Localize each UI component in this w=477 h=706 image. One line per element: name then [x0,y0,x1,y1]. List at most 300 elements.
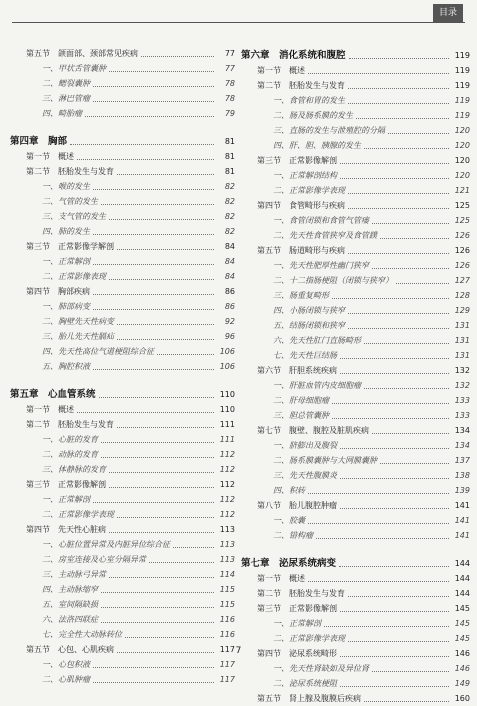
toc-item[interactable] [241,288,470,303]
toc-section[interactable] [241,601,470,616]
toc-page-number: 82 [224,212,235,221]
toc-item[interactable] [10,106,235,121]
toc-page-number: 131 [454,321,470,330]
toc-title: 二、鳃裂囊肿 [42,79,90,88]
toc-page-number: 119 [454,111,470,120]
toc-section[interactable] [241,498,470,513]
running-header-label: 目录 [433,4,463,22]
dot-leader [372,268,449,269]
dot-leader [117,249,214,250]
toc-page-number: 131 [454,336,470,345]
dot-leader [109,279,214,280]
toc-item[interactable] [10,224,235,239]
toc-item[interactable] [10,61,235,76]
toc-title: 一、喉的发生 [42,182,90,191]
toc-item[interactable] [241,453,470,468]
toc-item[interactable] [241,676,470,691]
toc-title: 三、直肠的发生与泄殖腔的分隔 [273,126,385,135]
toc-title: 四、畸胎瘤 [42,109,82,118]
toc-title: 一、正常解剖 [42,257,90,266]
dot-leader [348,193,449,194]
toc-title: 第一节 概述 [257,574,305,583]
dot-leader [109,219,214,220]
toc-title: 二、错构瘤 [273,531,313,540]
toc-section[interactable] [241,63,470,78]
toc-title: 四、肺的发生 [42,227,90,236]
dot-leader [93,189,214,190]
dot-leader [388,133,449,134]
toc-page-number: 112 [219,510,235,519]
toc-title: 一、肺部病变 [42,302,90,311]
toc-title: 一、心脏位置异常及内脏异位综合征 [42,540,170,549]
dot-leader [93,682,214,683]
toc-title: 二、十二指肠梗阻（闭锁与狭窄） [273,276,393,285]
toc-title: 四、小肠闭锁与狭窄 [273,306,345,315]
toc-item[interactable] [241,258,470,273]
toc-item[interactable] [10,359,235,374]
toc-section[interactable] [241,423,470,438]
toc-title: 七、完全性大动脉转位 [42,630,122,639]
dot-leader [348,253,449,254]
toc-title: 第二节 胚胎发生与发育 [26,167,114,176]
toc-title: 二、肠系膜囊肿与大网膜囊肿 [273,456,377,465]
dot-leader [101,442,214,443]
toc-title: 三、体静脉的发育 [42,465,106,474]
toc-section[interactable] [10,477,235,492]
toc-item[interactable] [10,582,235,597]
toc-item[interactable] [241,616,470,631]
toc-item[interactable] [241,138,470,153]
spacer [10,121,235,132]
toc-title: 第四章 胸部 [10,136,68,147]
toc-item[interactable] [10,492,235,507]
toc-section[interactable] [10,284,235,299]
toc-title: 一、甲状舌管囊肿 [42,64,106,73]
toc-title: 二、先天性食管狭窄及食管蹼 [273,231,377,240]
toc-item[interactable] [10,209,235,224]
toc-item[interactable] [10,269,235,284]
toc-title: 三、肠重复畸形 [273,291,329,300]
toc-page-number: 77 [224,49,235,58]
toc-title: 第五节 心包、心肌疾病 [26,645,114,654]
toc-page-number: 149 [454,679,470,688]
toc-title: 一、正常解剖 [42,495,90,504]
toc-page-number: 145 [454,619,470,628]
toc-section[interactable] [241,586,470,601]
dot-leader [101,622,214,623]
toc-page-number: 116 [219,630,235,639]
toc-item[interactable] [241,378,470,393]
toc-item[interactable] [241,123,470,138]
toc-page-number: 110 [219,390,235,399]
toc-title: 四、积转 [273,486,305,495]
dot-leader [348,641,449,642]
toc-item[interactable] [241,528,470,543]
toc-page-number: 111 [219,420,235,429]
toc-page-number: 121 [454,186,470,195]
page-number: 7 [235,646,242,656]
toc-page-number: 128 [454,291,470,300]
toc-title: 一、先天性肾缺如及异位肾 [273,664,369,673]
dot-leader [117,174,214,175]
toc-section[interactable] [10,149,235,164]
toc-page-number: 145 [454,634,470,643]
toc-page-number: 84 [224,242,235,251]
dot-leader [93,101,214,102]
toc-item[interactable] [241,438,470,453]
toc-title: 二、气管的发生 [42,197,98,206]
toc-title: 一、心包积液 [42,660,90,669]
toc-page-number: 81 [224,152,235,161]
toc-item[interactable] [10,507,235,522]
toc-page-number: 134 [454,426,470,435]
toc-page-number: 144 [454,574,470,583]
toc-title: 三、胎儿先天性膈疝 [42,332,114,341]
toc-title: 第二节 胚胎发生与发育 [257,589,345,598]
toc-page-number: 119 [454,66,470,75]
header-rule [12,22,465,23]
dot-leader [93,264,214,265]
toc-item[interactable] [241,408,470,423]
dot-leader [340,686,449,687]
toc-title: 第四节 胸部疾病 [26,287,90,296]
toc-item[interactable] [10,612,235,627]
toc-page-number: 126 [454,246,470,255]
dot-leader [93,86,214,87]
toc-page-number: 120 [454,156,470,165]
dot-leader [308,581,449,582]
dot-leader [332,403,449,404]
toc-page-number: 116 [219,615,235,624]
toc-page-number: 126 [454,261,470,270]
dot-leader [340,373,449,374]
toc-title: 第一节 概述 [257,66,305,75]
toc-section[interactable] [10,522,235,537]
toc-title: 第六节 肝胆系统疾病 [257,366,337,375]
toc-item[interactable] [10,91,235,106]
toc-title: 第三节 正常影像学解剖 [26,242,114,251]
dot-leader [340,611,449,612]
toc-section[interactable] [241,78,470,93]
dot-leader [364,388,449,389]
toc-title: 第二节 胚胎发生与发育 [257,81,345,90]
toc-item[interactable] [241,631,470,646]
toc-page-number: 133 [454,411,470,420]
toc-page-number: 112 [219,480,235,489]
toc-right-column [241,46,470,706]
toc-item[interactable] [241,273,470,288]
toc-item[interactable] [10,76,235,91]
toc-title: 三、支气管的发生 [42,212,106,221]
dot-leader [101,592,214,593]
toc-page-number: 160 [454,694,470,703]
toc-item[interactable] [241,318,470,333]
toc-item[interactable] [10,299,235,314]
toc-page-number: 82 [224,197,235,206]
toc-title: 一、正常解剖结构 [273,171,337,180]
toc-title: 四、主动脉缩窄 [42,585,98,594]
toc-page-number: 117 [219,645,235,654]
toc-item[interactable] [10,329,235,344]
toc-page-number: 131 [454,351,470,360]
toc-item[interactable] [10,537,235,552]
dot-leader [340,508,449,509]
toc-page-number: 146 [454,649,470,658]
dot-leader [324,626,449,627]
dot-leader [70,144,214,145]
dot-leader [101,204,214,205]
dot-leader [173,547,214,548]
toc-page-number: 141 [454,516,470,525]
toc-item[interactable] [241,183,470,198]
toc-title: 一、正常解剖 [273,619,321,628]
toc-page-number: 113 [219,540,235,549]
toc-title: 六、先天性肛门直肠畸形 [273,336,361,345]
toc-chapter[interactable] [10,385,235,402]
toc-title: 二、正常影像学表现 [273,186,345,195]
toc-item[interactable] [241,468,470,483]
toc-page-number: 125 [454,216,470,225]
toc-item[interactable] [10,194,235,209]
toc-title: 第五节 颌面部、颈部常见疾病 [26,49,138,58]
dot-leader [117,324,214,325]
toc-page-number: 79 [224,109,235,118]
toc-item[interactable] [10,462,235,477]
dot-leader [157,354,214,355]
dot-leader [340,478,449,479]
toc-item[interactable] [10,597,235,612]
toc-page-number: 77 [224,64,235,73]
dot-leader [141,56,214,57]
toc-page-number: 120 [454,171,470,180]
toc-section[interactable] [241,243,470,258]
toc-item[interactable] [10,672,235,687]
toc-title: 三、先天性腹膜炎 [273,471,337,480]
dot-leader [125,637,214,638]
toc-title: 二、胸壁先天性病变 [42,317,114,326]
toc-page-number: 145 [454,604,470,613]
dot-leader [348,328,449,329]
toc-left-column [10,46,235,687]
toc-title: 第七章 泌尿系统病变 [241,558,337,569]
dot-leader [93,234,214,235]
toc-page-number: 119 [454,51,470,60]
toc-section[interactable] [241,198,470,213]
toc-title: 一、胶囊 [273,516,305,525]
toc-title: 五、结肠闭锁和狭窄 [273,321,345,330]
toc-page-number: 81 [224,137,235,146]
toc-page-number: 82 [224,182,235,191]
toc-title: 第三节 正常影像解剖 [257,156,337,165]
toc-page-number: 120 [454,126,470,135]
dot-leader [348,208,449,209]
toc-page-number: 133 [454,396,470,405]
toc-title: 六、法洛四联症 [42,615,98,624]
toc-title: 第一节 概述 [26,405,74,414]
toc-item[interactable] [241,108,470,123]
toc-title: 二、肠及肠系膜的发生 [273,111,353,120]
toc-item[interactable] [241,513,470,528]
toc-item[interactable] [10,344,235,359]
toc-title: 二、肝母细胞瘤 [273,396,329,405]
toc-section[interactable] [241,153,470,168]
toc-page-number: 129 [454,306,470,315]
toc-title: 三、胆总管囊肿 [273,411,329,420]
toc-item[interactable] [241,661,470,676]
toc-page-number: 112 [219,465,235,474]
toc-title: 二、心肌肿瘤 [42,675,90,684]
toc-title: 三、主动脉弓异常 [42,570,106,579]
dot-leader [340,448,449,449]
toc-item[interactable] [10,432,235,447]
toc-page-number: 132 [454,381,470,390]
dot-leader [109,472,214,473]
toc-title: 七、先天性巨结肠 [273,351,337,360]
toc-page-number: 117 [219,660,235,669]
dot-leader [93,369,214,370]
toc-item[interactable] [10,627,235,642]
dot-leader [372,223,449,224]
toc-chapter[interactable] [10,132,235,149]
dot-leader [348,313,449,314]
toc-item[interactable] [241,348,470,363]
toc-page-number: 81 [224,167,235,176]
toc-page-number: 114 [219,570,235,579]
toc-section[interactable] [241,571,470,586]
dot-leader [340,163,449,164]
dot-leader [85,116,214,117]
toc-title: 二、泌尿系统梗阻 [273,679,337,688]
toc-page-number: 86 [224,287,235,296]
toc-page-number: 125 [454,201,470,210]
dot-leader [77,412,214,413]
toc-page-number: 111 [219,435,235,444]
toc-section[interactable] [10,239,235,254]
toc-page-number: 113 [219,525,235,534]
toc-title: 四、肝、胆、胰腺的发生 [273,141,361,150]
dot-leader [332,418,449,419]
toc-page-number: 106 [219,362,235,371]
dot-leader [308,73,449,74]
toc-page-number: 126 [454,231,470,240]
toc-title: 第四节 食管畸形与疾病 [257,201,345,210]
toc-page-number: 78 [224,79,235,88]
toc-item[interactable] [10,179,235,194]
dot-leader [93,667,214,668]
toc-item[interactable] [241,333,470,348]
dot-leader [308,523,449,524]
dot-leader [117,517,214,518]
dot-leader [316,538,449,539]
dot-leader [396,283,449,284]
toc-page-number: 120 [454,141,470,150]
toc-title: 一、心脏的发育 [42,435,98,444]
toc-section[interactable] [10,164,235,179]
toc-page-number: 106 [219,347,235,356]
dot-leader [101,607,214,608]
toc-title: 第二节 胚胎发生与发育 [26,420,114,429]
toc-title: 五、室间隔缺损 [42,600,98,609]
toc-title: 一、食管和胃的发生 [273,96,345,105]
toc-item[interactable] [10,314,235,329]
toc-item[interactable] [241,213,470,228]
toc-title: 第三节 正常影像解剖 [257,604,337,613]
dot-leader [349,58,449,59]
toc-section[interactable] [10,46,235,61]
toc-item[interactable] [10,567,235,582]
toc-item[interactable] [10,254,235,269]
dot-leader [339,566,449,567]
dot-leader [364,701,449,702]
dot-leader [340,358,449,359]
toc-item[interactable] [241,93,470,108]
dot-leader [109,71,214,72]
dot-leader [348,103,449,104]
toc-page-number: 144 [454,589,470,598]
dot-leader [372,433,449,434]
toc-title: 第七节 腹壁、腹腔及脏肌疾病 [257,426,369,435]
toc-page-number: 96 [224,332,235,341]
toc-item[interactable] [241,168,470,183]
toc-item[interactable] [241,483,470,498]
dot-leader [117,427,214,428]
toc-section[interactable] [10,417,235,432]
toc-title: 二、正常影像学表现 [42,510,114,519]
toc-title: 第五节 肾上腺及腹膜后疾病 [257,694,361,703]
toc-page-number: 112 [219,450,235,459]
toc-item[interactable] [10,447,235,462]
toc-section[interactable] [10,402,235,417]
dot-leader [340,656,449,657]
toc-item[interactable] [241,303,470,318]
toc-item[interactable] [241,393,470,408]
toc-page-number: 137 [454,456,470,465]
dot-leader [93,502,214,503]
toc-page-number: 119 [454,81,470,90]
toc-item[interactable] [241,228,470,243]
toc-page-number: 138 [454,471,470,480]
dot-leader [109,532,214,533]
toc-title: 五、胸腔积液 [42,362,90,371]
dot-leader [380,238,449,239]
toc-page-number: 132 [454,366,470,375]
toc-section[interactable] [241,691,470,706]
toc-title: 第四节 先天性心脏病 [26,525,106,534]
toc-chapter[interactable] [241,554,470,571]
toc-title: 第五节 肠道畸形与疾病 [257,246,345,255]
dot-leader [93,294,214,295]
toc-title: 二、动脉的发育 [42,450,98,459]
toc-chapter[interactable] [241,46,470,63]
toc-title: 一、先天性肥厚性幽门狭窄 [273,261,369,270]
toc-title: 第四节 泌尿系统畸形 [257,649,337,658]
toc-page-number: 84 [224,272,235,281]
toc-page-number: 119 [454,96,470,105]
dot-leader [348,596,449,597]
toc-page-number: 146 [454,664,470,673]
toc-title: 二、房室连接及心室分隔异常 [42,555,146,564]
toc-page-number: 78 [224,94,235,103]
toc-item[interactable] [10,657,235,672]
toc-title: 第五章 心血管系统 [10,389,96,400]
toc-title: 二、正常影像表现 [42,272,106,281]
toc-item[interactable] [10,552,235,567]
toc-title: 三、淋巴管瘤 [42,94,90,103]
toc-section[interactable] [241,363,470,378]
toc-page-number: 141 [454,531,470,540]
toc-page-number: 117 [219,675,235,684]
dot-leader [340,178,449,179]
